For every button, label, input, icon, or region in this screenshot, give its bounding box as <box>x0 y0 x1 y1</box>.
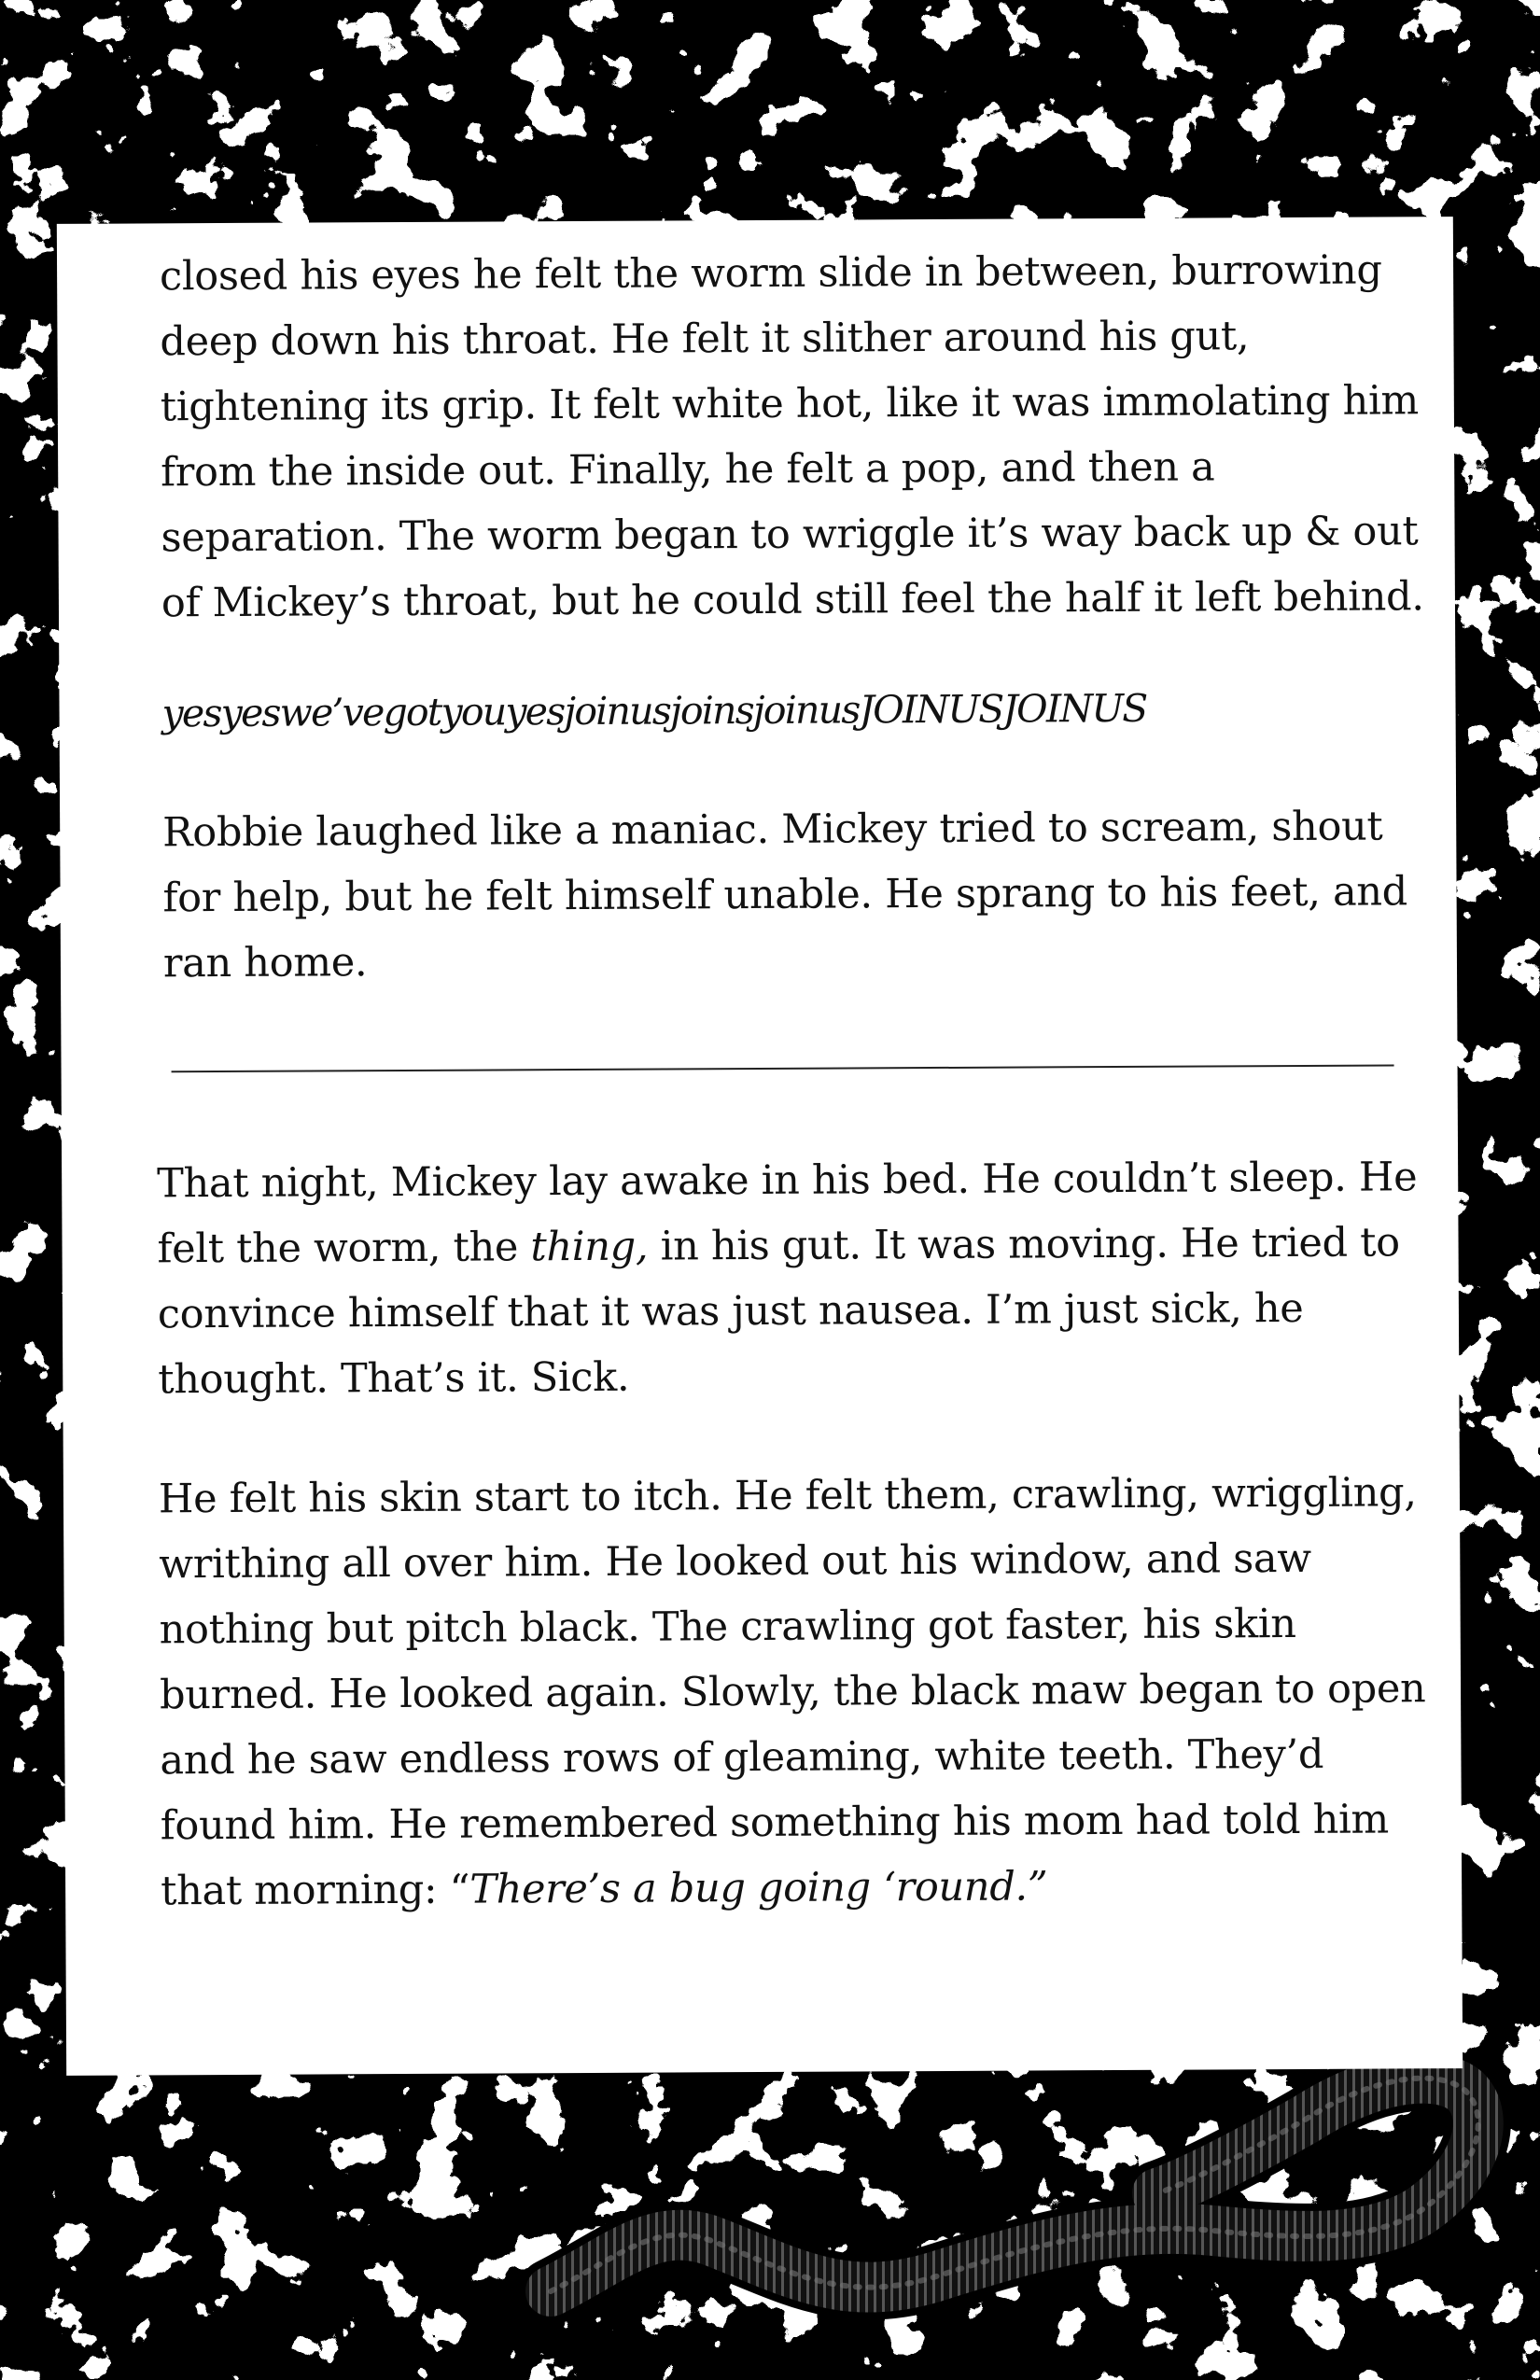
paragraph-1: closed his eyes he felt the worm slide in between, burrowing deep down his throat. He felt it slither around his gut, tightening its grip. It felt white hot, like it was immolating him from the inside out. Finally, he felt a pop, and then a separation. The worm began to wriggle it’s way back up & out of Mickey’s throat, but he could still feel the half it left behind. <box>159 246 1424 627</box>
paragraph-4-quote: There’s a bug going ‘round. <box>469 1863 1028 1913</box>
paragraph-2: Robbie laughed like a maniac. Mickey tried to scream, shout for help, but he felt himself unable. He sprang to his feet, and ran home. <box>162 803 1408 987</box>
paragraph-3-start: That night, Mickey lay awake in his bed. He couldn’t sleep. He felt the worm, the <box>157 1154 1418 1273</box>
paragraph-3-end: in his gut. It was moving. He tried to convince himself that it was just nausea. I’m just sick, he thought. That’s it. Sick. <box>157 1219 1400 1404</box>
paragraph-4 <box>159 1460 1435 1924</box>
paragraph-3-emphasis: thing, <box>530 1223 649 1271</box>
paragraph-3 <box>157 1144 1431 1412</box>
paragraph-4-start: He felt his skin start to itch. He felt them, crawling, wriggling, writhing all over him. He looked out his window, and saw nothing but pitch black. The crawling got faster, his skin burned. He looked again. Slowly, the black maw began to open and he saw endless rows of gleaming, white teeth. They’d found him. He remembered something his mom had told him that morning: “ <box>158 1469 1426 1915</box>
text-panel <box>57 217 1463 2076</box>
section-divider <box>172 1064 1394 1072</box>
chant-line: yesyeswe’vegotyouyesjoinusjoinsjoinusJOINUSJOINUS <box>161 685 1147 736</box>
paragraph-4-close-quote: ” <box>1027 1863 1048 1911</box>
